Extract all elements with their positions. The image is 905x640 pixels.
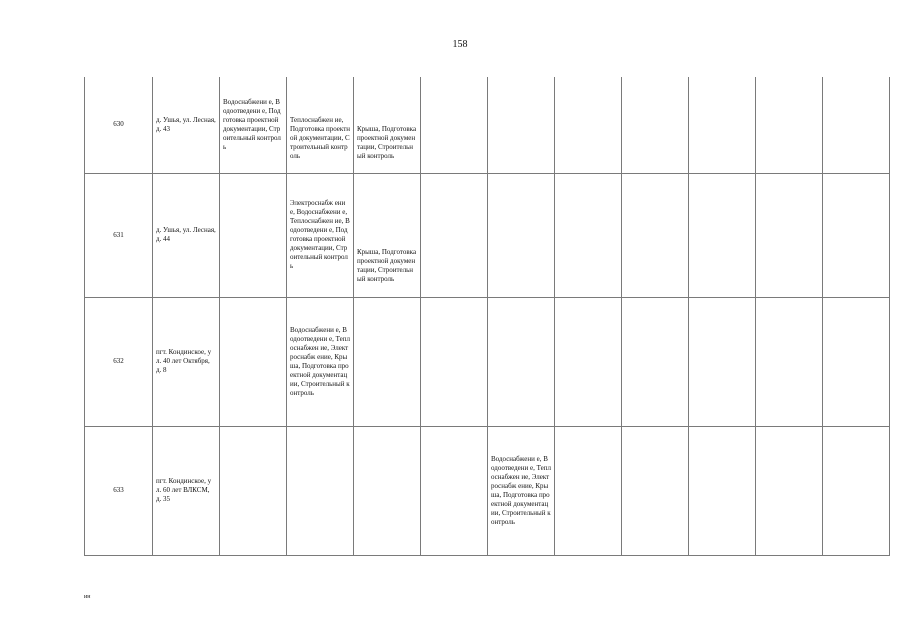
- work-cell: Электроснабж ение, Водоснабжени е, Теплоснабжен ие, Водоотведени е, Подготовка проектной документации, Строительный контроль: [287, 173, 354, 297]
- empty-cell: [622, 173, 689, 297]
- table-row: [85, 426, 890, 555]
- empty-cell: [220, 173, 287, 297]
- footer-mark: ин: [84, 594, 91, 600]
- table-row: [85, 297, 890, 426]
- empty-cell: [622, 297, 689, 426]
- empty-cell: [421, 297, 488, 426]
- row-number-cell: 630: [85, 77, 153, 173]
- address-cell: д. Ушья, ул. Лесная, д. 43: [153, 77, 220, 173]
- page-number: 158: [452, 39, 468, 50]
- row-number-cell: 631: [85, 173, 153, 297]
- empty-cell: [622, 426, 689, 555]
- empty-cell: [622, 77, 689, 173]
- table-row: [85, 77, 890, 173]
- empty-cell: [756, 173, 823, 297]
- work-cell: Водоснабжени е, Водоотведени е, Подготовка проектной документации, Строительный контроль: [220, 77, 287, 173]
- schedule-table: [84, 77, 890, 556]
- work-cell: Крыша, Подготовка проектной документации, Строительный контроль: [354, 173, 421, 297]
- empty-cell: [354, 426, 421, 555]
- empty-cell: [823, 426, 890, 555]
- empty-cell: [689, 173, 756, 297]
- empty-cell: [555, 173, 622, 297]
- empty-cell: [555, 297, 622, 426]
- address-cell: пгт. Кондинское, ул. 40 лет Октября, д. 8: [153, 297, 220, 426]
- empty-cell: [689, 426, 756, 555]
- empty-cell: [421, 426, 488, 555]
- row-number-cell: 633: [85, 426, 153, 555]
- empty-cell: [488, 297, 555, 426]
- empty-cell: [689, 297, 756, 426]
- empty-cell: [488, 173, 555, 297]
- empty-cell: [756, 297, 823, 426]
- address-cell: пгт. Кондинское, ул. 60 лет ВЛКСМ, д. 35: [153, 426, 220, 555]
- empty-cell: [555, 426, 622, 555]
- empty-cell: [555, 77, 622, 173]
- empty-cell: [823, 173, 890, 297]
- empty-cell: [421, 77, 488, 173]
- work-cell: Крыша, Подготовка проектной документации, Строительный контроль: [354, 77, 421, 173]
- empty-cell: [823, 297, 890, 426]
- empty-cell: [220, 426, 287, 555]
- empty-cell: [220, 297, 287, 426]
- empty-cell: [823, 77, 890, 173]
- empty-cell: [354, 297, 421, 426]
- work-cell: Теплоснабжен ие, Подготовка проектной документации, Строительный контроль: [287, 77, 354, 173]
- empty-cell: [488, 77, 555, 173]
- work-cell: Водоснабжени е, Водоотведени е, Теплоснабжен ие, Электроснабж ение, Крыша, Подготовка проектной документации, Строительный контроль: [287, 297, 354, 426]
- address-cell: д. Ушья, ул. Лесная, д. 44: [153, 173, 220, 297]
- work-cell: Водоснабжени е, Водоотведени е, Теплоснабжен ие, Электроснабж ение, Крыша, Подготовка проектной документации, Строительный контроль: [488, 426, 555, 555]
- empty-cell: [287, 426, 354, 555]
- empty-cell: [756, 426, 823, 555]
- empty-cell: [421, 173, 488, 297]
- table-row: [85, 173, 890, 297]
- empty-cell: [689, 77, 756, 173]
- row-number-cell: 632: [85, 297, 153, 426]
- empty-cell: [756, 77, 823, 173]
